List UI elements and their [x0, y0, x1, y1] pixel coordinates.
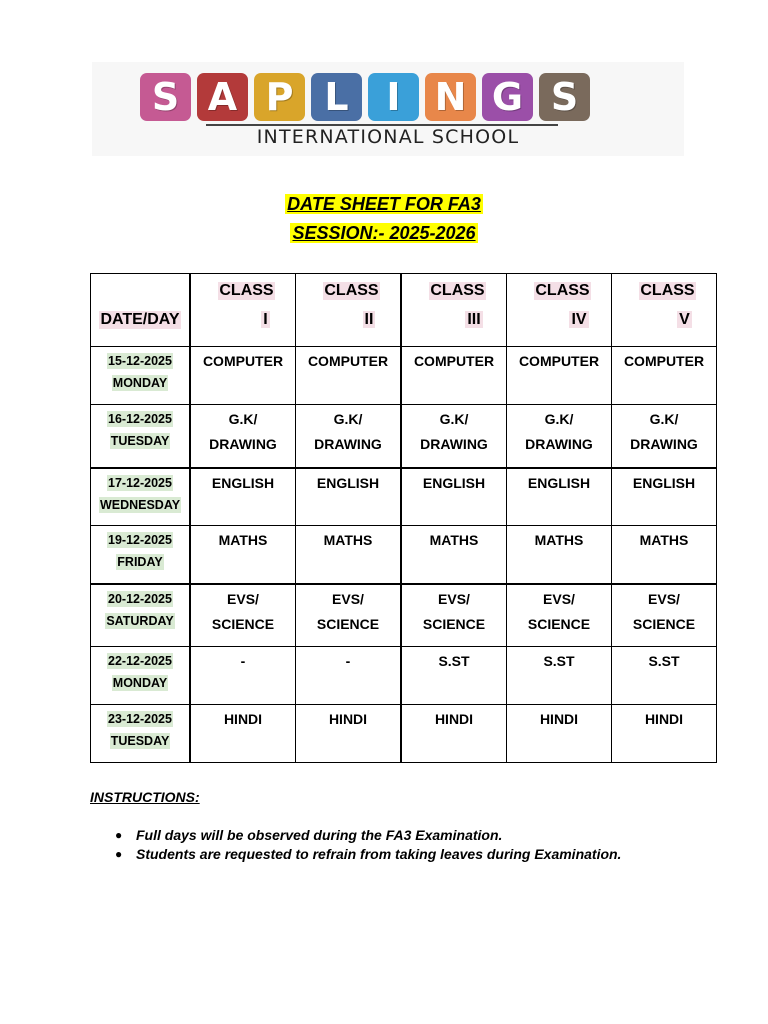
subject-name: DRAWING	[420, 436, 488, 452]
date-cell	[91, 647, 191, 705]
subject-name: SCIENCE	[527, 615, 591, 632]
exam-date: 19-12-2025	[108, 533, 172, 547]
subject-name: HINDI	[223, 711, 263, 727]
exam-date: 15-12-2025	[108, 354, 172, 368]
logo-letter-tile: A	[197, 73, 248, 121]
subject-cell	[612, 647, 717, 705]
exam-date: 22-12-2025	[108, 654, 172, 668]
exam-date: 23-12-2025	[108, 712, 172, 726]
subject-cell	[296, 526, 402, 584]
subject-cell	[612, 705, 717, 763]
class-header-number	[409, 311, 506, 329]
class-number-text: II	[364, 311, 374, 328]
subject-name: -	[345, 653, 351, 669]
class-header-number	[303, 311, 400, 329]
subject-cell	[190, 647, 296, 705]
date-cell	[91, 468, 191, 526]
subject-name: SCIENCE	[632, 615, 696, 632]
subject-name: EVS/	[332, 590, 364, 607]
subject-name: EVS/	[227, 590, 259, 607]
class-header-number	[198, 311, 295, 329]
subject-name: DRAWING	[525, 436, 593, 452]
subject-name: S.ST	[648, 653, 680, 669]
subject-cell	[190, 526, 296, 584]
table-row	[91, 347, 717, 405]
table-row	[91, 405, 717, 468]
class-header-word: CLASS	[535, 282, 590, 299]
bullet-icon: ●	[115, 847, 123, 861]
subject-cell	[190, 705, 296, 763]
subject-cell	[190, 347, 296, 405]
subject-name: EVS/	[438, 590, 470, 607]
date-sheet-table	[90, 273, 717, 763]
subject-cell	[296, 468, 402, 526]
subject-cell	[507, 526, 612, 584]
instruction-text: Full days will be observed during the FA3 Examination.	[136, 827, 503, 843]
logo-letters	[140, 73, 596, 121]
subject-cell	[296, 705, 402, 763]
subject-cell	[401, 526, 507, 584]
session-line	[0, 223, 768, 244]
page-title-text: DATE SHEET FOR FA3	[287, 194, 481, 214]
subject-name: ENGLISH	[316, 474, 380, 491]
subject-name: MATHS	[534, 532, 584, 548]
subject-cell	[190, 468, 296, 526]
table-row	[91, 468, 717, 526]
logo-letter-tile: G	[482, 73, 533, 121]
class-header-cell	[190, 274, 296, 347]
session-text: SESSION:- 2025-2026	[292, 223, 476, 243]
subject-cell	[190, 584, 296, 647]
subject-cell	[190, 405, 296, 468]
subject-name: COMPUTER	[413, 353, 495, 369]
class-header-word: CLASS	[219, 282, 274, 299]
subject-cell	[507, 468, 612, 526]
exam-day: MONDAY	[112, 376, 168, 390]
school-logo	[92, 62, 684, 156]
subject-name: S.ST	[543, 653, 575, 669]
subject-cell	[612, 584, 717, 647]
class-header-cell	[296, 274, 402, 347]
subject-cell	[401, 705, 507, 763]
subject-name: S.ST	[438, 653, 470, 669]
instruction-item	[90, 845, 621, 864]
subject-name: HINDI	[434, 711, 474, 727]
subject-name: ENGLISH	[211, 474, 275, 491]
exam-day: TUESDAY	[110, 734, 170, 748]
subject-cell	[296, 347, 402, 405]
subject-cell	[612, 526, 717, 584]
subject-name: DRAWING	[630, 436, 698, 452]
subject-name: EVS/	[648, 590, 680, 607]
instruction-text: Students are requested to refrain from taking leaves during Examination.	[136, 846, 622, 862]
subject-name: G.K/	[544, 411, 574, 427]
class-header-word: CLASS	[324, 282, 379, 299]
table-row	[91, 647, 717, 705]
exam-day: FRIDAY	[117, 555, 163, 569]
class-header-cell	[507, 274, 612, 347]
subject-cell	[296, 584, 402, 647]
subject-name: COMPUTER	[518, 353, 600, 369]
subject-name: COMPUTER	[623, 353, 705, 369]
logo-letter-tile: I	[368, 73, 419, 121]
date-cell	[91, 584, 191, 647]
logo-letter-tile: P	[254, 73, 305, 121]
subject-cell	[612, 347, 717, 405]
subject-name: G.K/	[649, 411, 679, 427]
logo-letter-tile: N	[425, 73, 476, 121]
exam-day: TUESDAY	[110, 434, 170, 448]
logo-letter-tile: S	[539, 73, 590, 121]
date-cell	[91, 405, 191, 468]
class-header-cell	[401, 274, 507, 347]
subject-name: COMPUTER	[307, 353, 389, 369]
subject-name: ENGLISH	[632, 474, 696, 491]
subject-name: G.K/	[439, 411, 469, 427]
exam-date: 16-12-2025	[108, 412, 172, 426]
subject-cell	[507, 705, 612, 763]
subject-name: DRAWING	[314, 436, 382, 452]
class-header-word: CLASS	[640, 282, 695, 299]
table-row	[91, 526, 717, 584]
subject-name: HINDI	[539, 711, 579, 727]
class-header-number	[619, 311, 716, 329]
subject-cell	[507, 347, 612, 405]
class-number-text: I	[263, 311, 268, 328]
exam-day: MONDAY	[112, 676, 168, 690]
subject-name: SCIENCE	[422, 615, 486, 632]
subject-name: MATHS	[323, 532, 373, 548]
table-header-row	[91, 274, 717, 347]
instructions-list	[90, 826, 621, 864]
subject-cell	[401, 347, 507, 405]
subject-name: SCIENCE	[211, 615, 275, 632]
subject-name: -	[240, 653, 246, 669]
subject-cell	[296, 647, 402, 705]
subject-name: HINDI	[644, 711, 684, 727]
instruction-item	[90, 826, 621, 845]
logo-letter-tile: L	[311, 73, 362, 121]
class-number-text: IV	[571, 311, 587, 328]
class-number-text: V	[679, 311, 690, 328]
subject-cell	[401, 647, 507, 705]
subject-cell	[612, 405, 717, 468]
subject-name: G.K/	[333, 411, 363, 427]
table-row	[91, 584, 717, 647]
date-header-label: DATE/DAY	[100, 311, 180, 328]
subject-cell	[401, 584, 507, 647]
subject-name: MATHS	[429, 532, 479, 548]
subject-name: SCIENCE	[316, 615, 380, 632]
bullet-icon: ●	[115, 828, 123, 842]
date-cell	[91, 347, 191, 405]
subject-name: EVS/	[543, 590, 575, 607]
subject-cell	[296, 405, 402, 468]
subject-name: DRAWING	[209, 436, 277, 452]
class-header-word: CLASS	[430, 282, 485, 299]
subject-cell	[507, 647, 612, 705]
class-number-text: III	[467, 311, 481, 328]
subject-name: HINDI	[328, 711, 368, 727]
subject-name: G.K/	[228, 411, 258, 427]
subject-cell	[612, 468, 717, 526]
class-header-number	[514, 311, 611, 329]
date-header-cell	[91, 274, 191, 347]
subject-name: COMPUTER	[202, 353, 284, 369]
subject-cell	[401, 468, 507, 526]
table-row	[91, 705, 717, 763]
subject-cell	[507, 584, 612, 647]
subject-name: ENGLISH	[422, 474, 486, 491]
subject-cell	[401, 405, 507, 468]
logo-letter-tile: S	[140, 73, 191, 121]
subject-cell	[507, 405, 612, 468]
subject-name: MATHS	[639, 532, 689, 548]
exam-day: WEDNESDAY	[99, 497, 181, 512]
logo-subtitle: INTERNATIONAL SCHOOL	[256, 126, 520, 148]
instructions-heading: INSTRUCTIONS:	[90, 789, 200, 805]
date-cell	[91, 526, 191, 584]
subject-name: MATHS	[218, 532, 268, 548]
class-header-cell	[612, 274, 717, 347]
subject-name: ENGLISH	[527, 474, 591, 491]
date-cell	[91, 705, 191, 763]
exam-date: 17-12-2025	[108, 475, 172, 490]
exam-day: SATURDAY	[106, 613, 174, 628]
exam-date: 20-12-2025	[108, 591, 172, 606]
page-title	[0, 194, 768, 215]
